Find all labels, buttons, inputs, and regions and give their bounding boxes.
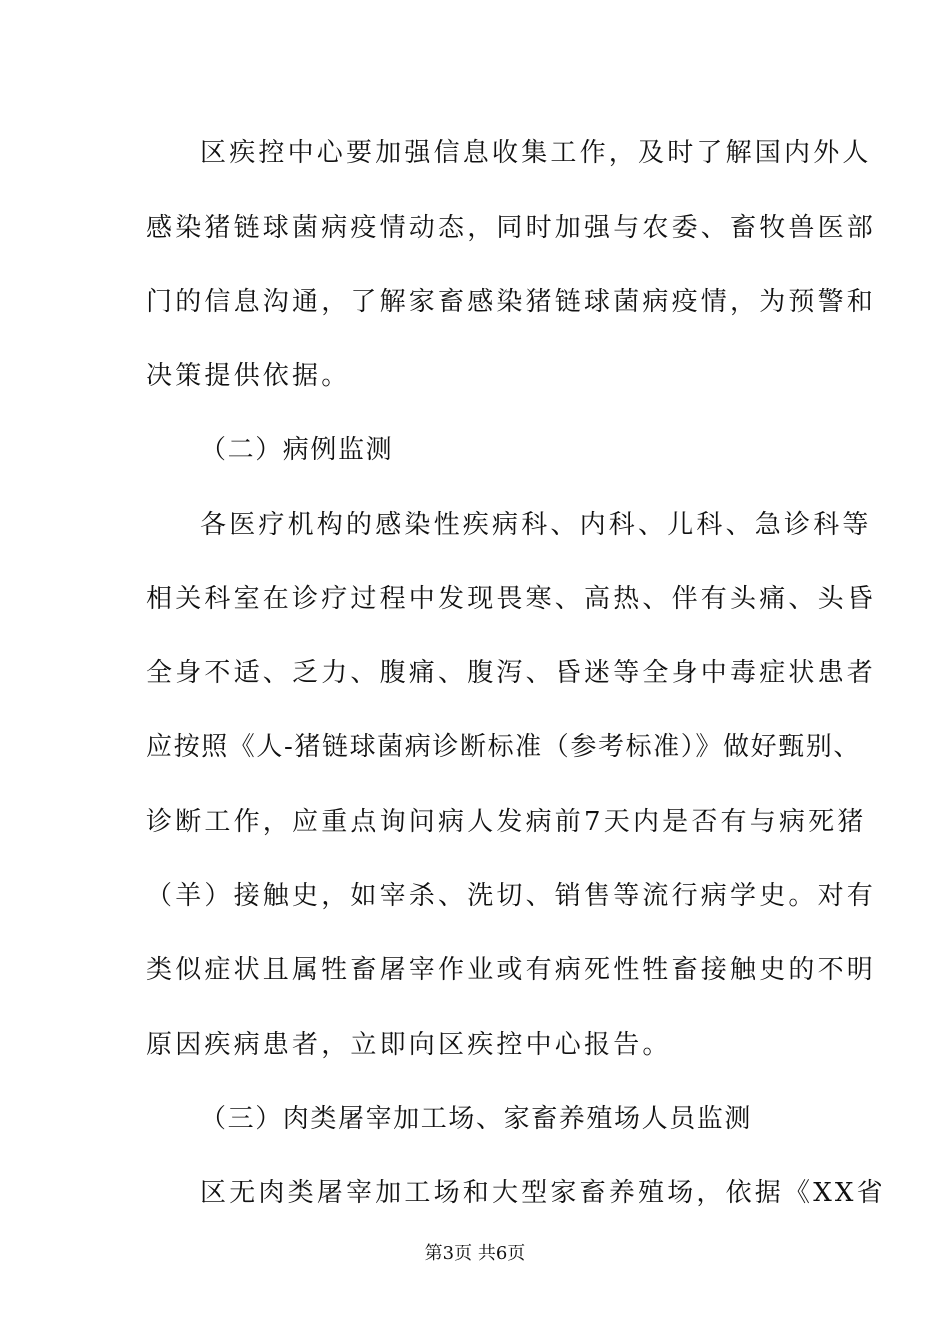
paragraph-line: 应按照《人-猪链球菌病诊断标准（参考标准）》做好甄别、: [146, 732, 861, 762]
paragraph-line: 门的信息沟通，了解家畜感染猪链球菌病疫情，为预警和: [146, 287, 877, 317]
paragraph-line: （羊）接触史，如宰杀、洗切、销售等流行病学史。对有: [146, 881, 877, 911]
paragraph-line: 相关科室在诊疗过程中发现畏寒、高热、伴有头痛、头昏: [146, 584, 877, 614]
paragraph-line: 区疾控中心要加强信息收集工作，及时了解国内外人: [200, 138, 872, 168]
paragraph-line: 全身不适、乏力、腹痛、腹泻、昏迷等全身中毒症状患者: [146, 658, 877, 688]
section-heading: （二）病例监测: [200, 435, 394, 465]
paragraph-line: 诊断工作，应重点询问病人发病前7天内是否有与病死猪: [146, 807, 867, 837]
paragraph-line: 各医疗机构的感染性疾病科、内科、儿科、急诊科等: [200, 510, 872, 540]
page-number: 第3页 共6页: [424, 1243, 526, 1264]
paragraph-line: 区无肉类屠宰加工场和大型家畜养殖场，依据《XX省: [200, 1178, 886, 1208]
paragraph-line: 感染猪链球菌病疫情动态，同时加强与农委、畜牧兽医部: [146, 213, 877, 243]
paragraph-line: 决策提供依据。: [146, 361, 351, 391]
paragraph-line: 类似症状且属牲畜屠宰作业或有病死性牲畜接触史的不明: [146, 955, 877, 985]
paragraph-line: 原因疾病患者，立即向区疾控中心报告。: [146, 1030, 672, 1060]
section-heading: （三）肉类屠宰加工场、家畜养殖场人员监测: [200, 1104, 753, 1134]
